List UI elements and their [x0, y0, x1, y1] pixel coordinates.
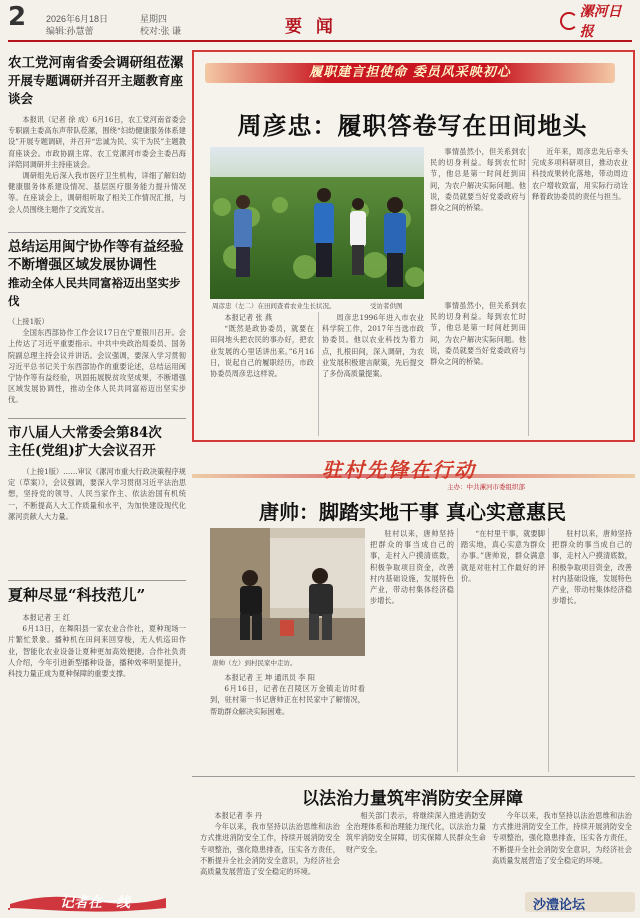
footer-right-label: 沙澧论坛	[533, 898, 586, 913]
story-1-body	[8, 114, 186, 244]
third-body-col-1	[200, 810, 340, 886]
left-story-3	[8, 424, 186, 576]
divider	[8, 580, 186, 581]
paragraph: 近年来，周彦忠先后牵头完成多项科研项目，推动农业科技成果转化落地，带动周边农户增收致富，用实际行动诠释着政协委员的责任与担当。	[532, 147, 628, 201]
divider	[8, 418, 186, 419]
story-2-headline-line1: 总结运用闽宁协作等有益经验	[8, 239, 184, 255]
story-2-headline-line2: 不断增强区域发展协调性	[8, 257, 157, 273]
byline: 本报记者 王 坤 通讯员 李 阳	[224, 673, 315, 682]
lead-body-col-1	[430, 146, 526, 296]
column-divider	[528, 146, 529, 436]
visit-photo-image	[210, 528, 365, 656]
third-body-col-2	[346, 810, 486, 886]
paragraph: 驻村以来，唐帅坚持把群众的事当成自己的事，走村入户摸清底数，积极争取项目资金，改善村内基础设施，发展特色产业，带动村集体经济稳步增长。	[370, 529, 454, 606]
story-3-headline-line2: 主任(党组)扩大会议召开	[8, 443, 156, 459]
paragraph: 6月16日，记者在召陵区万金镇走访时看到，驻村第一书记唐帅正在村民家中了解情况，帮助群众解决实际困难。	[210, 684, 365, 716]
lead-headline: 周彦忠：履职答卷写在田间地头	[237, 111, 588, 140]
second-banner	[192, 452, 635, 492]
paragraph: 相关部门表示，将继续深入推进消防安全治理体系和治理能力现代化，以法治力量筑牢消防安全屏障，切实保障人民群众生命财产安全。	[346, 811, 486, 854]
second-photo	[210, 528, 365, 656]
second-headline: 唐帅：脚踏实地干事 真心实意惠民	[259, 500, 566, 524]
left-story-2	[8, 238, 186, 444]
editor-credit: 编辑:孙慧蕾	[46, 26, 94, 36]
byline: 本报记者 王 红	[22, 613, 71, 622]
divider	[8, 232, 186, 233]
column-divider	[318, 312, 319, 436]
paragraph: 事情虽然小，但关系到农民的切身利益。每到农忙时节，他总是第一时间赶到田间，为农户解决实际问题。他说，委员就要当好党委政府与群众之间的桥梁。	[430, 301, 526, 367]
story-3-body	[8, 466, 186, 576]
banner-subtitle: 主办：中共漯河市委组织部	[447, 483, 525, 491]
source-note: （上接1版）	[8, 317, 49, 326]
paragraph: 全国东西部协作工作会议17日在宁夏银川召开。会上传达了习近平重要指示。中共中央政治局委员、国务院副总理主持会议并讲话。会议强调，要深入学习贯彻习近平总书记关于东西部协作的重要论述，总结运用闽宁协作等有益经验，巩固拓展脱贫攻坚成果，不断增强区域发展协调性，推动全体人民共同富裕迈出坚实步伐。	[8, 328, 186, 405]
proofreader-credit: 校对:张 谦	[140, 26, 182, 36]
footer-left-badge	[8, 888, 168, 914]
lead-body-col-3	[210, 312, 314, 436]
page-number: 2	[8, 2, 27, 32]
footer-left-label: 记者在一线	[60, 895, 130, 911]
masthead-rule	[8, 40, 632, 42]
paragraph: 本报讯（记者 徐 成）6月16日，农工党河南省委会专职副主委高东声带队莅漯，围绕“妇幼健康服务体系建设”开展专题调研，并召开“忠诚为民、实干为民”主题教育座谈会。市政协副主席、农工党漯河市委会主委吕海洋陪同调研并主持座谈会。	[8, 115, 186, 169]
paragraph: 6月13日，在舞阳县一家农业合作社，夏种现场一片繁忙景象。播种机在田间来回穿梭，无人机巡田作业，智能化农业设备让夏种更加高效便捷。合作社负责人介绍，今年引进新型播种设备，播种效率明显提升，科技力量正成为夏种保障的重要支撑。	[8, 624, 186, 679]
paragraph: （上接1版）……审议《漯河市重大行政决策程序规定（草案）》，会议强调，要深入学习贯彻习近平法治思想，坚持党的领导、人民当家作主、依法治国有机统一，不断提高人大工作质量和水平，为加快建设现代化漯河贡献人大力量。	[8, 467, 186, 521]
lead-body-col-5	[430, 300, 526, 436]
lead-photo-credit: 受访者供图	[370, 302, 403, 310]
paragraph: 驻村以来，唐帅坚持把群众的事当成自己的事，走村入户摸清底数，积极争取项目资金，改善村内基础设施，发展特色产业，带动村集体经济稳步增长。	[552, 529, 632, 606]
logo-text: 漯河日报	[579, 4, 622, 40]
column-divider	[548, 528, 549, 772]
section-title: 要 闻	[285, 17, 337, 37]
lead-body-col-2	[532, 146, 628, 436]
paragraph: “既然是政协委员，就要在田间地头把农民的事办好，把农业发展的心里话讲出来。”6月16日，说起自己的履职经历，市政协委员周彦忠这样说。	[210, 324, 314, 379]
paragraph: 调研组先后深入我市医疗卫生机构，详细了解妇幼健康服务体系建设情况、基层医疗服务能力提升情况等。在座谈会上，调研组听取了相关工作情况汇报，与会人员围绕主题作了交流发言。	[8, 171, 186, 214]
left-story-1	[8, 54, 186, 244]
story-4-body	[8, 612, 186, 882]
story-1-headline-line1: 农工党河南省委会调研组莅漯	[8, 55, 184, 71]
issue-weekday: 星期四	[140, 14, 168, 24]
field-photo-image	[210, 147, 424, 299]
story-2-headline-line3: 推动全体人民共同富裕迈出坚实步伐	[8, 276, 181, 308]
paragraph: 今年以来，我市坚持以法治思维和法治方式推进消防安全工作，持续开展消防安全专项整治，强化隐患排查，压实各方责任，不断提升全社会消防安全意识，为经济社会高质量发展营造了安全稳定的环境。	[200, 822, 340, 877]
second-body-col-4	[552, 528, 632, 772]
lead-banner	[205, 57, 615, 87]
lead-photo	[210, 147, 424, 299]
divider	[192, 776, 635, 777]
byline: 本报记者 张 燕	[224, 313, 273, 322]
left-story-4	[8, 586, 186, 882]
third-headline: 以法治力量筑牢消防安全屏障	[302, 789, 523, 809]
story-4-headline: 夏种尽显“科技范儿”	[8, 586, 146, 604]
issue-date: 2026年6月18日	[46, 14, 109, 24]
newspaper-logo	[560, 4, 634, 40]
second-body-col-2	[370, 528, 454, 772]
column-divider	[457, 528, 458, 772]
paragraph: 周彦忠1996年进入市农业科学院工作，2017年当选市政协委员。他以农业科技为着力点，扎根田间，深入调研，为农业发展积极建言献策，先后提交了多份高质量提案。	[322, 313, 424, 379]
paragraph: 事情虽然小，但关系到农民的切身利益。每到农忙时节，他总是第一时间赶到田间，为农户解决实际问题。他说，委员就要当好党委政府与群众之间的桥梁。	[430, 147, 526, 213]
second-body-col-3	[461, 528, 545, 772]
paragraph: “在村里干事，就要脚踏实地，真心实意为群众办事。”唐帅说，群众满意就是对驻村工作最好的评价。	[461, 529, 545, 583]
footer-right-badge	[525, 888, 635, 914]
second-photo-caption: 唐帅（左）到村民家中走访。	[212, 659, 297, 667]
logo-swirl-icon	[560, 12, 578, 30]
byline: 本报记者 李 丹	[214, 811, 263, 820]
banner-text: 履职建言担使命 委员风采映初心	[309, 65, 511, 80]
lead-body-col-4	[322, 312, 424, 436]
banner-title: 驻村先锋在行动	[322, 458, 476, 482]
third-body-col-3	[492, 810, 632, 886]
story-3-headline-line1: 市八届人大常委会第84次	[8, 425, 162, 441]
story-1-headline-line2: 开展专题调研并召开主题教育座谈会	[8, 73, 184, 106]
lead-photo-caption: 周彦忠（左二）在田间查看农业生长状况。	[212, 302, 336, 310]
paragraph: 今年以来，我市坚持以法治思维和法治方式推进消防安全工作，持续开展消防安全专项整治，强化隐患排查，压实各方责任，不断提升全社会消防安全意识，为经济社会高质量发展营造了安全稳定的环境。	[492, 811, 632, 865]
second-body-col-1	[210, 672, 365, 772]
